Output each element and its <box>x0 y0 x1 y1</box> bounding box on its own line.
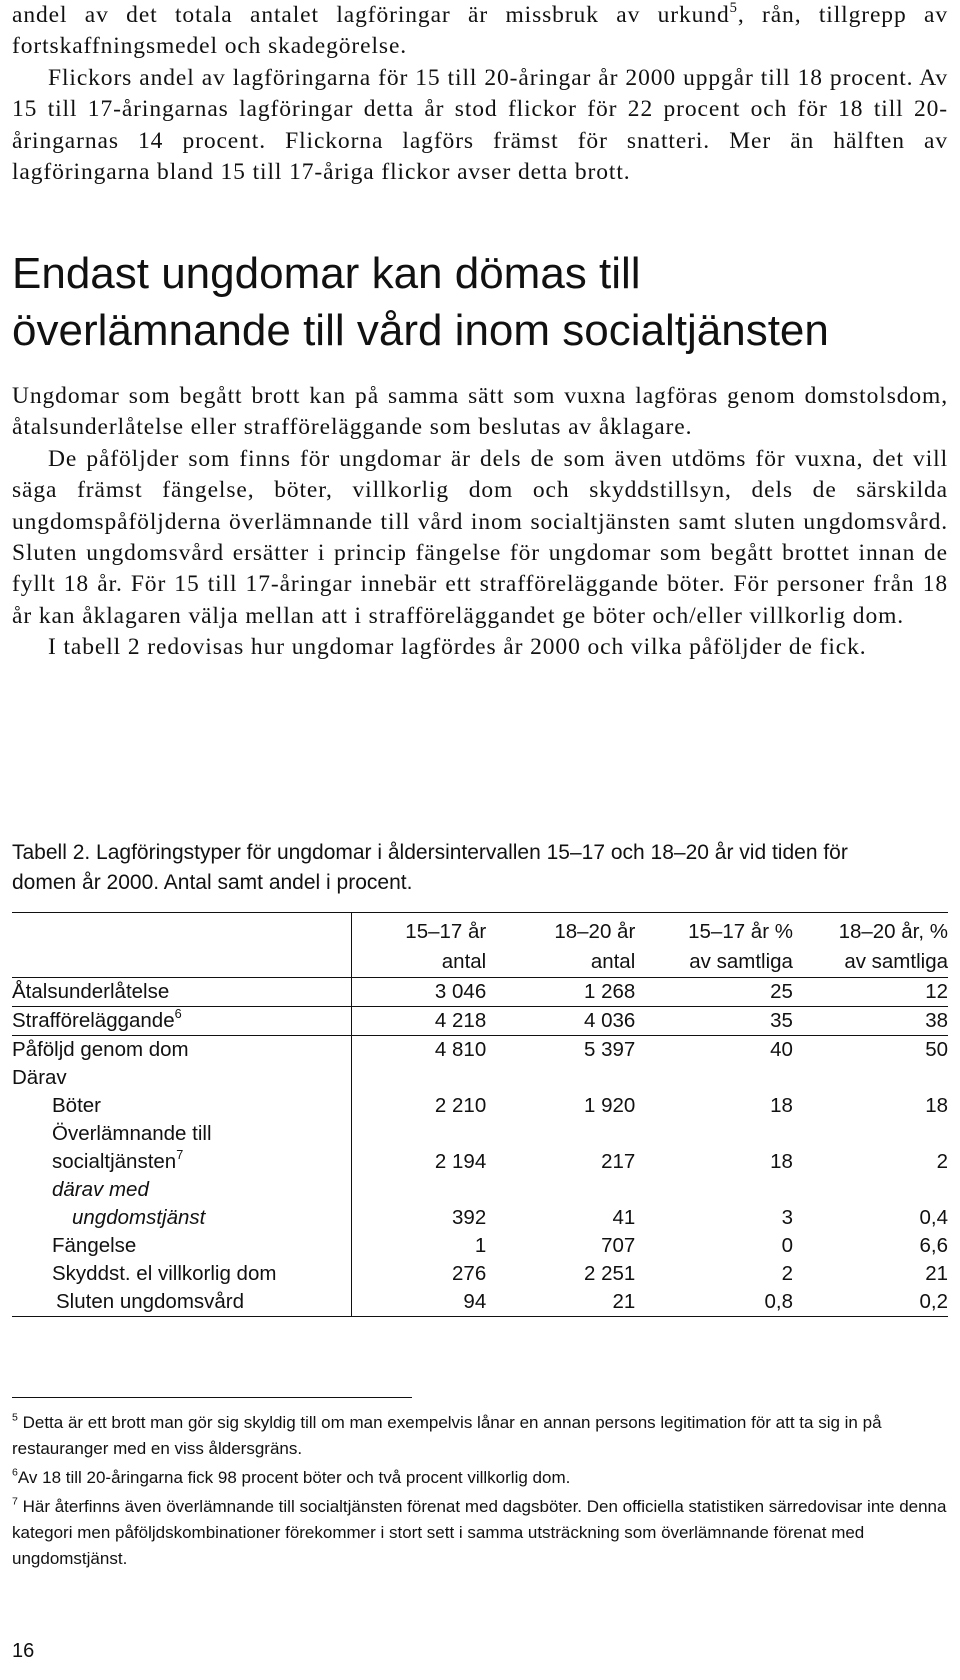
table-row: Fängelse 1 707 0 6,6 <box>12 1232 948 1260</box>
table-row: Därav <box>12 1064 948 1092</box>
table-caption: Tabell 2. Lagföringstyper för ungdomar i åldersintervallen 15–17 och 18–20 år vid tiden för domen år 2000. Antal samt andel i procent. <box>12 841 848 894</box>
footnote-5: $^5$ Detta är ett brott man gör sig skyldig till om man exempelvis lånar en annan persons legitimation för att ta sig in på restauranger med en viss åldersgräns. <box>12 1411 882 1458</box>
footnote-ref-7[interactable]: 7 <box>176 1147 184 1163</box>
section-heading-line-2: överlämnande till vård inom socialtjänsten <box>12 306 829 355</box>
intro-paragraph-2: Flickors andel av lagföringarna för 15 till 20-åringar år 2000 uppgår till 18 procent. Av 15 till 17-åringarnas lagföringar detta år stod flickor för 22 procent och för 18 till 20-åringarnas 14 procent. Flickorna lagförs främst för snatteri. Mer än hälften av lagföringarna bland 15 till 17-åriga flickor avser detta brott. <box>12 64 948 186</box>
section-paragraph-3: I tabell 2 redovisas hur ungdomar lagfördes år 2000 och vilka påföljder de fick. <box>48 634 867 661</box>
section-paragraph-2: De påföljder som finns för ungdomar är dels de som även utdöms för vuxna, det vill säga främst fängelse, böter, villkorlig dom och skyddstillsyn, dels de särskilda ungdomspåföljderna överlämnande till vård inom socialtjänsten samt sluten ungdomsvård. Sluten ungdomsvård ersätter i princip fängelse för ungdomar som begått brottet innan de fyllt 18 år. För 15 till 17-åringar innebär ett strafföreläggande böter. För personer från 18 år kan åklagaren välja mellan att i strafföreläggandet ge böter och/eller villkorlig dom. <box>12 445 948 629</box>
table-header-row <box>12 913 948 978</box>
intro-text-a: andel av det totala antalet lagföringar är missbruk av urkund <box>12 2 730 28</box>
header-blank <box>12 913 351 978</box>
footnote-divider <box>12 1397 412 1398</box>
intro-text-b: , rån, tillgrepp av fortskaffningsmedel och skadegörelse. <box>12 2 948 60</box>
table-row: Påföljd genom dom 4 810 5 397 40 50 <box>12 1036 948 1065</box>
section-paragraph-1: Ungdomar som begått brott kan på samma sätt som vuxna lagföras genom domstolsdom, åtalsunderlåtelse eller strafföreläggande som beslutas av åklagare. <box>12 383 948 441</box>
footnote-6: $^6$Av 18 till 20-åringarna fick 98 procent böter och två procent villkorlig dom. <box>12 1466 571 1487</box>
section-heading-line-1: Endast ungdomar kan dömas till <box>12 249 641 298</box>
header-col-4: 18–20 år, % av samtliga <box>797 913 948 978</box>
table-row: Sluten ungdomsvård 94 21 0,8 0,2 <box>12 1288 948 1317</box>
table-row: Skyddst. el villkorlig dom 276 2 251 2 21 <box>12 1260 948 1288</box>
header-col-1: 15–17 år antal <box>351 913 490 978</box>
header-col-3: 15–17 år % av samtliga <box>639 913 797 978</box>
footnote-7: $^7$ Här återfinns även överlämnande till socialtjänsten förenat med dagsböter. Den officiella statistiken särredovisar inte denna kategori men påföljdskombinationer förekommer i stort sett i samma utsträckning som överlämnande förenat med ungdomstjänst. <box>12 1495 947 1568</box>
intro-text <box>12 0 948 188</box>
table-row: Strafföreläggande$^6$ 4 218 4 036 35 38 <box>12 1007 948 1036</box>
page-number: 16 <box>12 1640 35 1662</box>
header-col-2: 18–20 år antal <box>490 913 639 978</box>
section <box>12 245 948 664</box>
intro-paragraph-1 <box>12 0 948 63</box>
table-row: därav med ungdomstjänst 392 41 3 0,4 <box>12 1176 948 1232</box>
footnote-ref-6[interactable]: 6 <box>174 1006 182 1022</box>
footnote-ref-5[interactable]: 5 <box>729 0 738 16</box>
footnotes <box>12 1410 948 1575</box>
table-row: Åtalsunderlåtelse 3 046 1 268 25 12 <box>12 978 948 1007</box>
section-heading <box>12 245 948 359</box>
data-table <box>12 912 948 1317</box>
table-row: Böter 2 210 1 920 18 18 <box>12 1092 948 1120</box>
table-row: Överlämnande till socialtjänsten$^7$ 2 194 217 18 2 <box>12 1120 948 1176</box>
